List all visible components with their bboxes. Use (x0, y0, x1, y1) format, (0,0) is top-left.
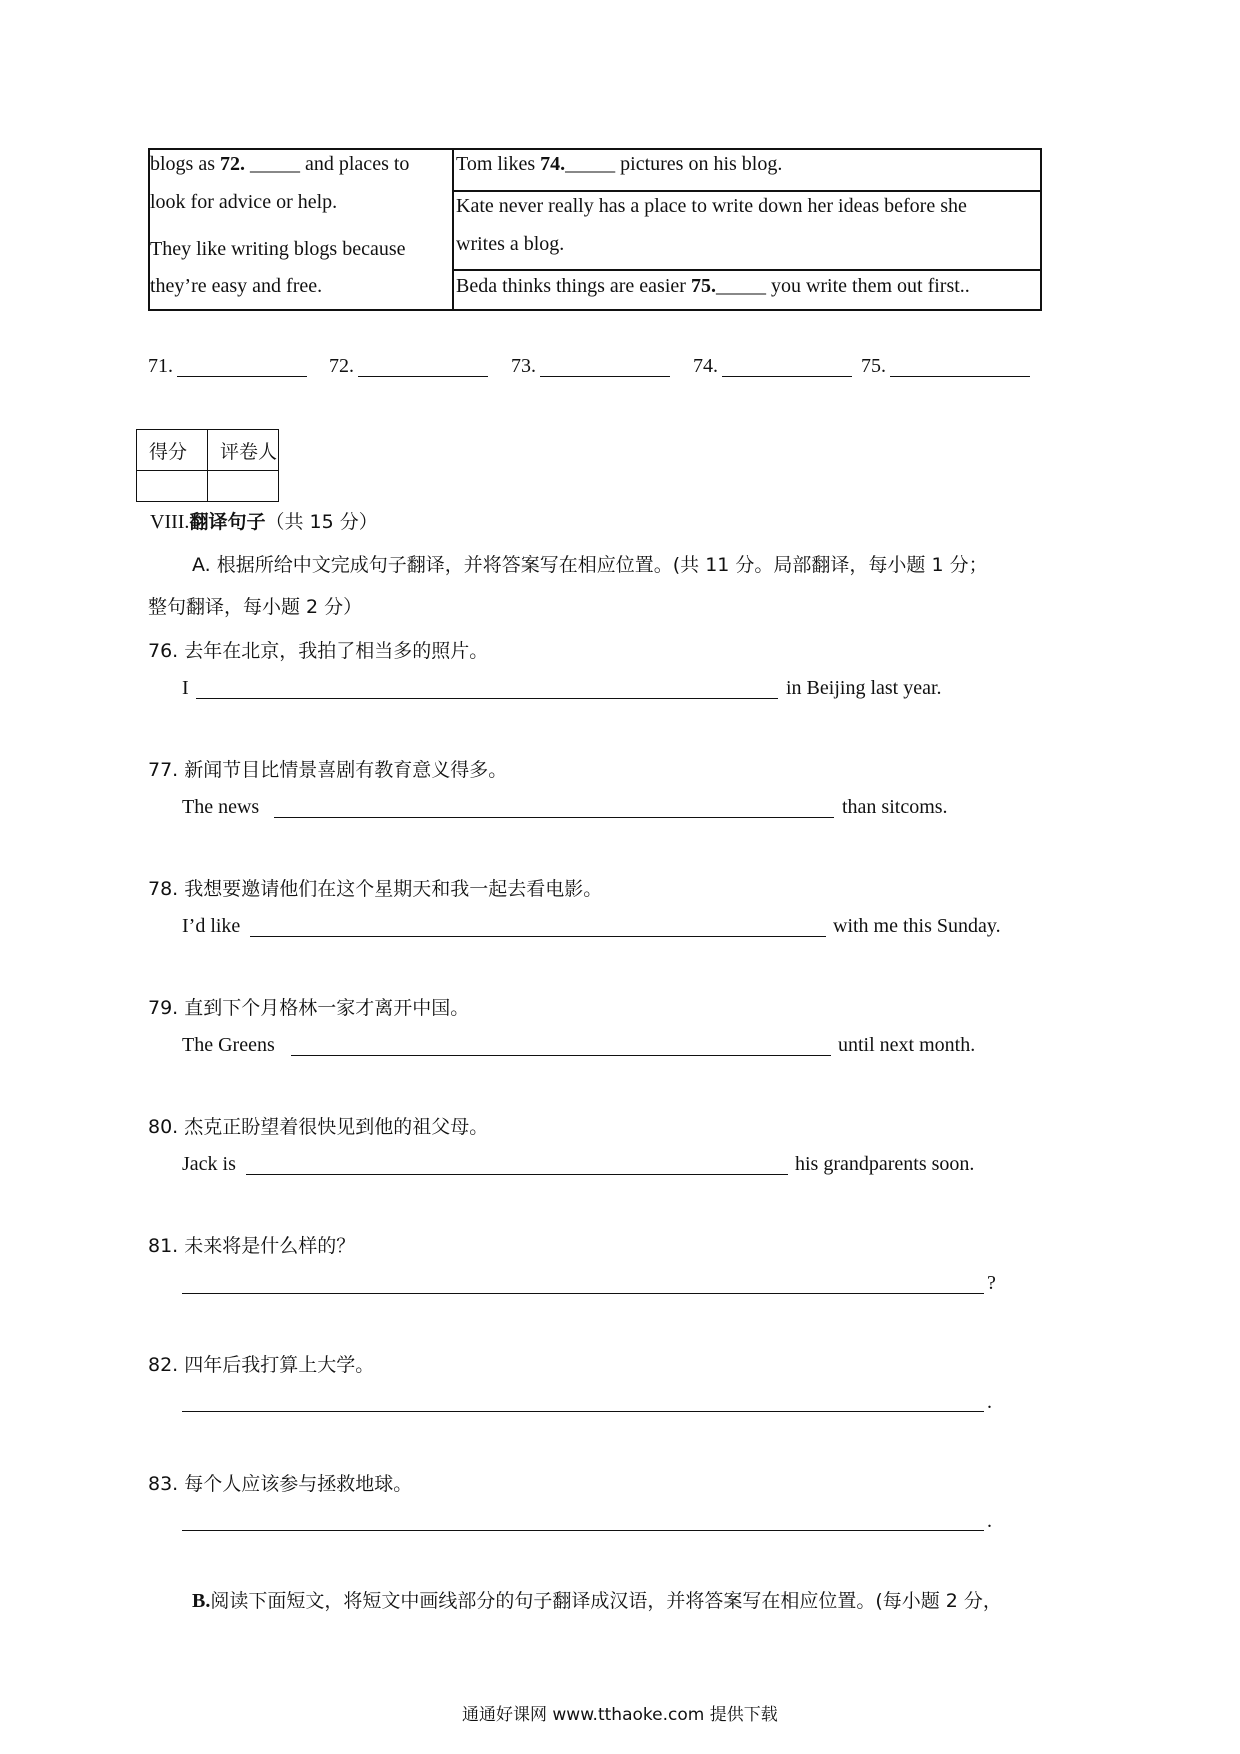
question-76-suffix: in Beijing last year. (786, 677, 942, 699)
question-79-chinese: 79. 直到下个月格林一家才离开中国。 (148, 997, 470, 1019)
part-a-instruction-1: A. 根据所给中文完成句子翻译，并将答案写在相应位置。(共 11 分。局部翻译，每小题 1 分； (192, 554, 988, 576)
question-76-prefix: I (182, 677, 189, 699)
part-a-instruction-2: 整句翻译，每小题 2 分） (148, 596, 363, 618)
question-80-answer-line[interactable] (246, 1174, 788, 1175)
answer-label-75: 75. (861, 355, 886, 377)
question-79-prefix: The Greens (182, 1034, 275, 1056)
answer-blank-72[interactable] (358, 376, 488, 377)
answer-blank-71[interactable] (177, 376, 307, 377)
answer-blank-73[interactable] (540, 376, 670, 377)
question-78-prefix: I’d like (182, 915, 241, 937)
question-76-chinese: 76. 去年在北京，我拍了相当多的照片。 (148, 640, 489, 662)
question-79-answer-line[interactable] (291, 1055, 831, 1056)
question-76-answer-line[interactable] (196, 698, 778, 699)
table-left-line-1: blogs as 72. _____ and places to (150, 153, 410, 175)
question-82-chinese: 82. 四年后我打算上大学。 (148, 1354, 375, 1376)
question-77-prefix: The news (182, 796, 260, 818)
part-b-instruction: B.阅读下面短文，将短文中画线部分的句子翻译成汉语，并将答案写在相应位置。(每小题 2 分， (192, 1590, 1002, 1612)
table-right-line-2a: Kate never really has a place to write down her ideas before she (456, 195, 967, 217)
table-right-line-2b: writes a blog. (456, 233, 565, 255)
question-81-answer-line[interactable] (182, 1293, 984, 1294)
page-footer: 通通好课网 www.tthaoke.com 提供下载 (462, 1705, 778, 1725)
question-81-chinese: 81. 未来将是什么样的？ (148, 1235, 356, 1257)
table-left-line-4: they’re easy and free. (150, 275, 323, 297)
question-79-suffix: until next month. (838, 1034, 976, 1056)
question-82-suffix: . (987, 1391, 992, 1413)
question-82-answer-line[interactable] (182, 1411, 984, 1412)
question-77-answer-line[interactable] (274, 817, 834, 818)
question-78-suffix: with me this Sunday. (833, 915, 1001, 937)
question-83-answer-line[interactable] (182, 1530, 984, 1531)
grader-header: 评卷人 (208, 430, 279, 471)
question-80-suffix: his grandparents soon. (795, 1153, 975, 1175)
table-left-line-2: look for advice or help. (150, 191, 338, 213)
question-83-suffix: . (987, 1510, 992, 1532)
answer-label-72: 72. (329, 355, 354, 377)
answer-label-73: 73. (511, 355, 536, 377)
question-80-chinese: 80. 杰克正盼望着很快见到他的祖父母。 (148, 1116, 489, 1138)
question-78-answer-line[interactable] (250, 936, 826, 937)
score-box (136, 429, 279, 502)
score-header: 得分 (137, 430, 208, 471)
answer-label-74: 74. (693, 355, 718, 377)
answer-blank-75[interactable] (890, 376, 1030, 377)
section-heading: VIII.翻译句子（共 15 分） (150, 511, 378, 533)
question-80-prefix: Jack is (182, 1153, 236, 1175)
grader-cell[interactable] (208, 471, 279, 502)
score-cell[interactable] (137, 471, 208, 502)
question-81-suffix: ? (987, 1272, 996, 1294)
question-78-chinese: 78. 我想要邀请他们在这个星期天和我一起去看电影。 (148, 878, 603, 900)
table-right-line-3: Beda thinks things are easier 75._____ you write them out first.. (456, 275, 970, 297)
answer-blank-74[interactable] (722, 376, 852, 377)
answer-label-71: 71. (148, 355, 173, 377)
question-77-chinese: 77. 新闻节目比情景喜剧有教育意义得多。 (148, 759, 508, 781)
table-left-line-3: They like writing blogs because (150, 238, 406, 260)
question-83-chinese: 83. 每个人应该参与拯救地球。 (148, 1473, 413, 1495)
question-77-suffix: than sitcoms. (842, 796, 948, 818)
table-right-line-1: Tom likes 74._____ pictures on his blog. (456, 153, 783, 175)
